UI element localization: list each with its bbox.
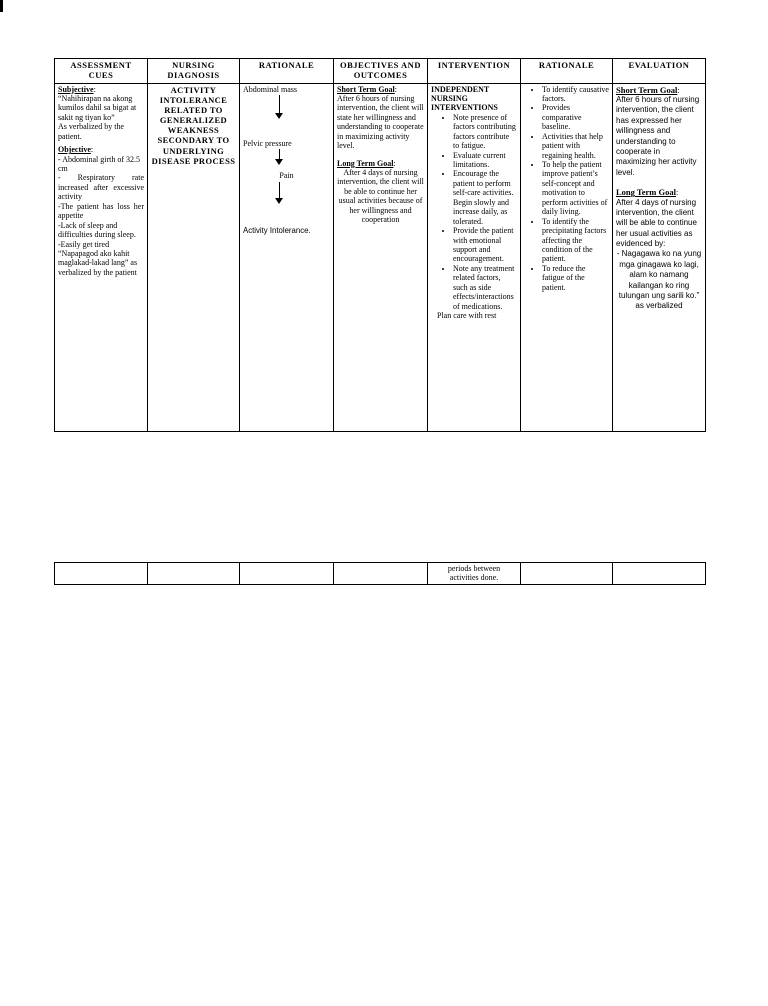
objective-item: -Easily get tired xyxy=(58,239,110,249)
intervention-item: • Encourage the patient to perform self-care activities. Begin slowly and increase daily, as tolerated. xyxy=(453,169,517,226)
eval-long-term-label: Long Term Goal xyxy=(616,187,676,198)
intervention-item: • Note any treatment related factors, such as side effects/interactions of medications. xyxy=(453,264,517,311)
flow-step-pelvic-pressure: Pelvic pressure xyxy=(243,138,292,148)
empty-cell xyxy=(148,563,240,585)
intervention-list xyxy=(431,113,517,311)
objective-label: Objective xyxy=(58,145,91,155)
rationale-item: • To identify the precipitating factors affecting the condition of the patient. xyxy=(542,217,609,264)
header-assessment: ASSESSMENT CUES xyxy=(55,59,148,84)
header-evaluation: EVALUATION xyxy=(613,59,706,84)
rationale-item: • Activities that help patient with regaining health. xyxy=(542,132,609,160)
intervention-cell xyxy=(428,83,521,431)
intervention-continued xyxy=(428,563,521,585)
objective-item: “Napapagod ako kahit maglakad-lakad lang” as verbalized by the patient xyxy=(58,248,138,277)
continuation-row xyxy=(55,563,706,585)
diagnosis-cell xyxy=(148,83,240,431)
rationale-item: • Provides comparative baseline. xyxy=(542,103,609,131)
down-arrow-icon xyxy=(275,95,285,119)
rationale-item: • To reduce the fatigue of the patient. xyxy=(542,264,609,292)
flow-step-pain: Pain xyxy=(279,171,294,181)
objectives-cell: Short Term Goal: After 6 hours of nursing intervention, the client will state her willingness and understanding to cooperate in maximizing activity level. Long Term Goal: After 4 days of nursing intervention, the client will be able to continue her usual activities because of her willingness and cooperation xyxy=(334,83,428,431)
content-row xyxy=(55,83,706,431)
header-diagnosis: NURSING DIAGNOSIS xyxy=(148,59,240,84)
eval-short-term-label: Short Term Goal xyxy=(616,84,678,95)
flow-step-abdominal-mass: Abdominal mass xyxy=(243,84,297,94)
header-objectives: OBJECTIVES AND OUTCOMES xyxy=(334,59,428,84)
down-arrow-icon xyxy=(275,149,285,165)
objective-item: -The patient has loss her appetite xyxy=(58,201,144,221)
rationale-item: • To help the patient improve patient’s self-concept and motivation to perform activities of daily living. xyxy=(542,160,609,217)
flow-step-activity-intolerance: Activity Intolerance. xyxy=(243,225,311,235)
short-term-goal-text: After 6 hours of nursing intervention, the client will state her willingness and understanding to cooperate in maximizing activity level. xyxy=(337,93,424,151)
rationale-list xyxy=(524,85,609,293)
header-intervention: INTERVENTION xyxy=(428,59,521,84)
eval-short-term-text: After 6 hours of nursing intervention, the client has expressed her willingness and understanding to cooperate in maximizing her activity level. xyxy=(616,94,700,177)
subjective-verbalized: As verbalized by the patient. xyxy=(58,122,124,141)
intervention-item: • Note presence of factors contributing factors contribute to fatigue. xyxy=(453,113,517,151)
rationale-item: • To identify causative factors. xyxy=(542,85,609,104)
header-rationale-2: RATIONALE xyxy=(521,59,613,84)
objective-item: - Abdominal girth of 32.5 cm xyxy=(58,154,140,174)
short-term-goal-label: Short Term Goal xyxy=(337,84,395,94)
evaluation-cell: Short Term Goal: After 6 hours of nursing intervention, the client has expressed her willingness and understanding to cooperate in maximizing her activity level. Long Term Goal: After 4 days of nursing intervention, the client will be able to continue her usual activities as evidenced by: - Nagagawa ko na yung mga ginagawa ko lagi, alam ko namang kailangan ko ring tulungan ung sarili ko.” as verbalized xyxy=(613,83,706,431)
intervention-item: • Provide the patient with emotional support and encouragement. xyxy=(453,226,517,264)
rationale-flow-cell xyxy=(240,83,334,431)
objective-item: - Respiratory rate increased after excessive activity xyxy=(58,173,144,202)
assessment-cell: Subjective: “Nahihirapan na akong kumilos dahil sa bigat at sakit ng tiyan ko” As verbalized by the patient. Objective: - Abdominal girth of 32.5 cm - Respiratory rate increased after excessive activity -The patient has loss her appetite -Lack of sleep and difficulties during sleep. -Easily get tired “Napapagod ako kahit maglakad-lakad lang” as verbalized by the patient xyxy=(55,83,148,431)
intervention-title: INDEPENDENT NURSING INTERVENTIONS xyxy=(431,84,498,113)
eval-quote: - Nagagawa ko na yung mga ginagawa ko lagi, alam ko namang kailangan ko ring tulungan ung sarili ko.” as verbalized xyxy=(616,249,702,311)
objective-item: -Lack of sleep and difficulties during sleep. xyxy=(58,220,136,240)
empty-cell xyxy=(521,563,613,585)
long-term-goal-label: Long Term Goal xyxy=(337,158,394,168)
care-plan-table xyxy=(54,58,706,432)
down-arrow-icon xyxy=(275,182,285,204)
eval-long-term-text: After 4 days of nursing intervention, the client will be able to continue her usual activities as evidenced by: xyxy=(616,197,697,249)
empty-cell xyxy=(334,563,428,585)
nursing-diagnosis: ACTIVITY INTOLERANCE RELATED TO GENERALIZED WEAKNESS SECONDARY TO UNDERLYING DISEASE PROCESS xyxy=(151,84,236,166)
long-term-goal-text: After 4 days of nursing intervention, the client will be able to continue her usual activities because of her willingness and cooperation xyxy=(337,168,424,225)
empty-cell xyxy=(240,563,334,585)
page-edge-mark xyxy=(0,0,3,12)
header-row xyxy=(55,59,706,84)
empty-cell xyxy=(55,563,148,585)
intervention-continued-text: periods between activities done. xyxy=(447,564,501,583)
subjective-quote: “Nahihirapan na akong kumilos dahil sa bigat at sakit ng tiyan ko” xyxy=(58,93,137,122)
intervention-item: • Evaluate current limitations. xyxy=(453,151,517,170)
care-plan-continuation-table xyxy=(54,562,706,585)
header-rationale: RATIONALE xyxy=(240,59,334,84)
subjective-label: Subjective xyxy=(58,84,94,94)
rationale-cell xyxy=(521,83,613,431)
intervention-tail: Plan care with rest xyxy=(437,311,497,321)
empty-cell xyxy=(613,563,706,585)
